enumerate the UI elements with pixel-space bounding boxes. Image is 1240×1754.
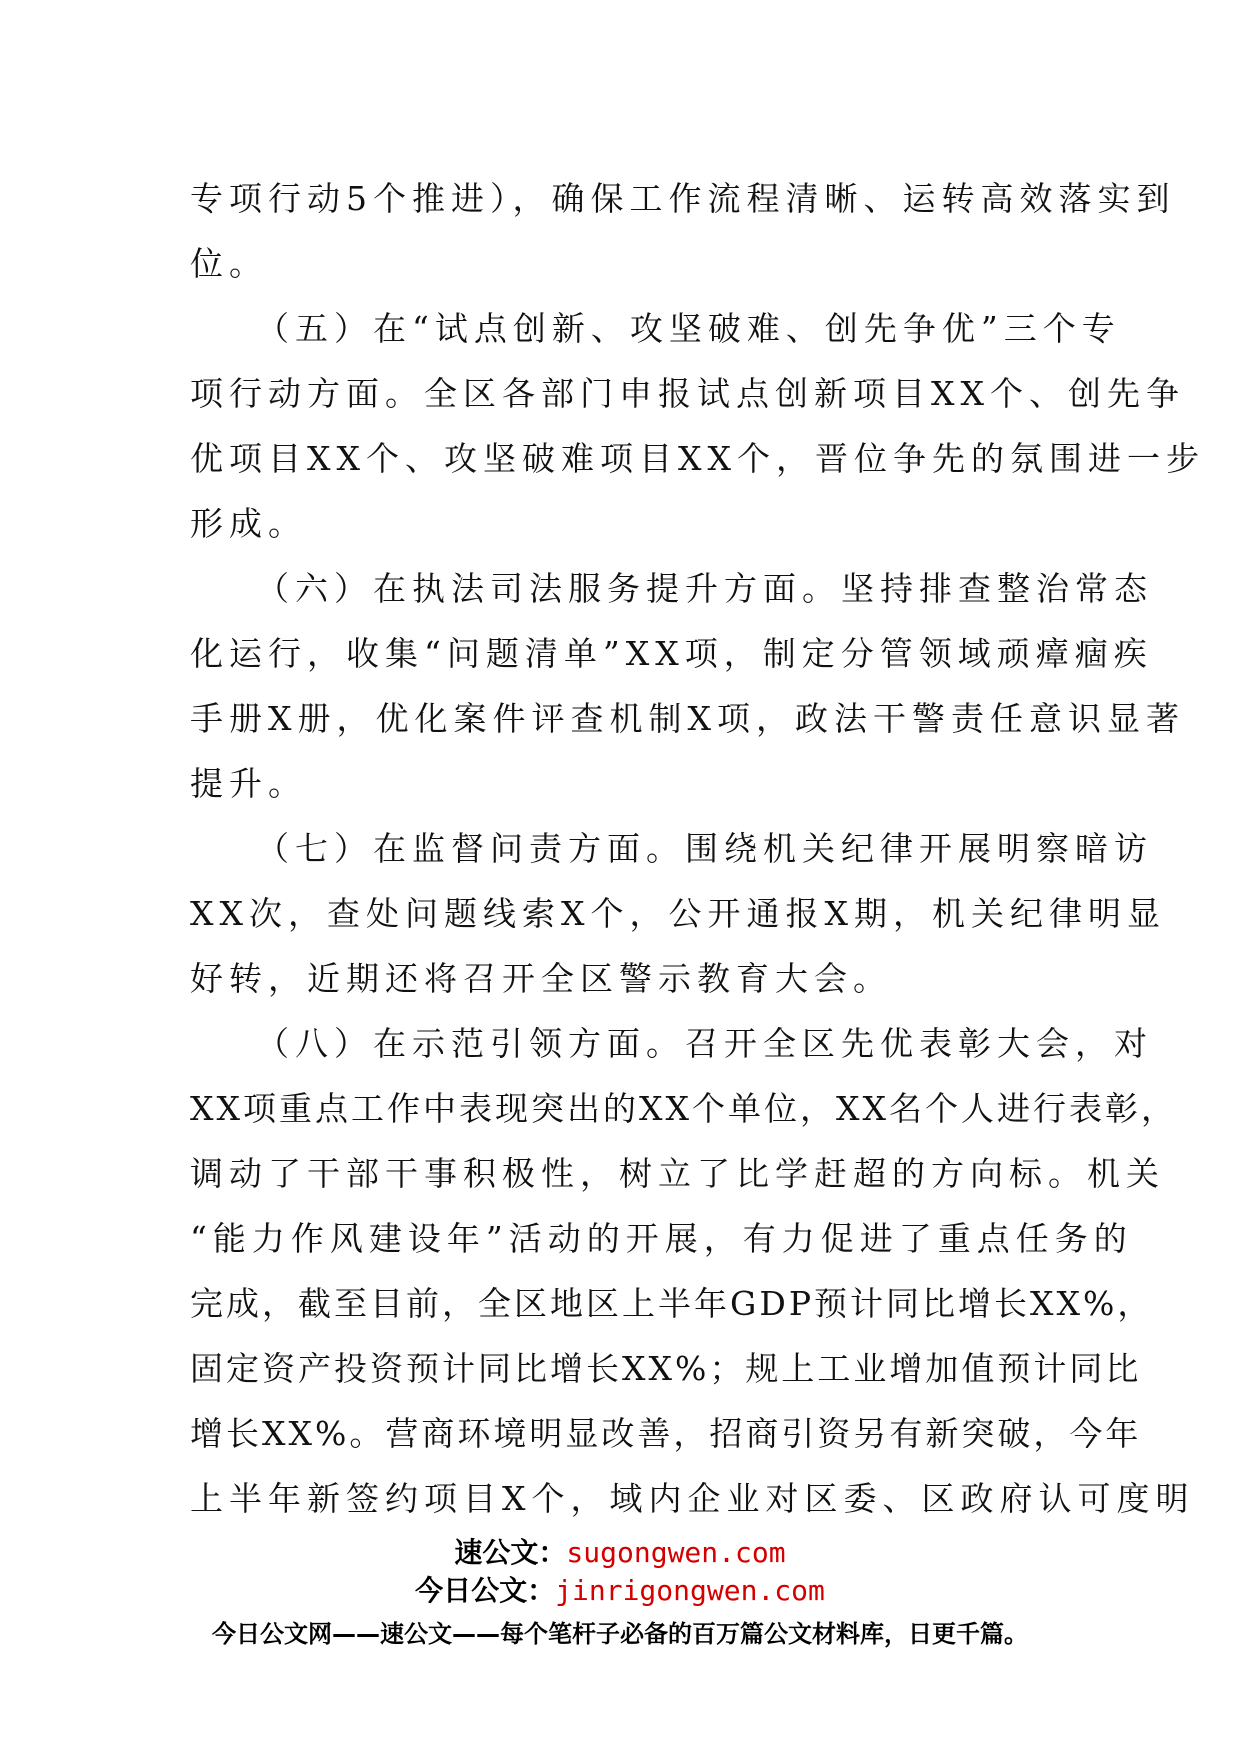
- footer-site1-link[interactable]: sugongwen.com: [566, 1536, 786, 1569]
- paragraph-line: 增长XX%。营商环境明显改善，招商引资另有新突破，今年: [190, 1414, 1142, 1453]
- footer-site2-link[interactable]: jinrigongwen.com: [555, 1574, 825, 1607]
- paragraph-line: “能力作风建设年”活动的开展，有力促进了重点任务的: [190, 1219, 1133, 1258]
- paragraph-line: 好转，近期还将召开全区警示教育大会。: [190, 959, 892, 998]
- footer-site2: [0, 1572, 1240, 1610]
- paragraph-line: XX项重点工作中表现突出的XX个单位，XX名个人进行表彰，: [190, 1089, 1177, 1128]
- footer-tagline: 今日公文网——速公文——每个笔杆子必备的百万篇公文材料库，日更千篇。: [212, 1620, 1028, 1648]
- section-six-heading-line: （六）在执法司法服务提升方面。坚持排查整治常态: [256, 569, 1153, 608]
- document-body: [190, 166, 1205, 1531]
- paragraph-line: 提升。: [190, 764, 307, 803]
- footer-site2-label: 今日公文：: [415, 1574, 556, 1607]
- paragraph-line: 调动了干部干事积极性，树立了比学赶超的方向标。机关: [190, 1154, 1165, 1193]
- footer-site1-label: 速公文：: [454, 1536, 567, 1569]
- section-five-heading-line: （五）在“试点创新、攻坚破难、创先争优”三个专: [256, 309, 1121, 348]
- footer-site1: [0, 1534, 1240, 1572]
- footer-watermark: [0, 1534, 1240, 1654]
- paragraph-line: 位。: [190, 244, 268, 283]
- paragraph-line: XX次，查处问题线索X个，公开通报X期，机关纪律明显: [190, 894, 1166, 933]
- paragraph-line: 优项目XX个、攻坚破难项目XX个，晋位争先的氛围进一步: [190, 439, 1205, 478]
- paragraph-line: 专项行动5个推进），确保工作流程清晰、运转高效落实到: [190, 179, 1176, 218]
- paragraph-line: 形成。: [190, 504, 307, 543]
- paragraph-line: 项行动方面。全区各部门申报试点创新项目XX个、创先争: [190, 374, 1185, 413]
- paragraph-line: 完成，截至目前，全区地区上半年GDP预计同比增长XX%，: [190, 1284, 1154, 1323]
- paragraph-line: 手册X册，优化案件评查机制X项，政法干警责任意识显著: [190, 699, 1185, 738]
- paragraph-line: 化运行，收集“问题清单”XX项，制定分管领域顽瘴痼疾: [190, 634, 1153, 673]
- section-eight-heading-line: （八）在示范引领方面。召开全区先优表彰大会，对: [256, 1024, 1153, 1063]
- section-seven-heading-line: （七）在监督问责方面。围绕机关纪律开展明察暗访: [256, 829, 1153, 868]
- paragraph-line: 上半年新签约项目X个，域内企业对区委、区政府认可度明: [190, 1479, 1195, 1518]
- paragraph-line: 固定资产投资预计同比增长XX%；规上工业增加值预计同比: [190, 1349, 1142, 1388]
